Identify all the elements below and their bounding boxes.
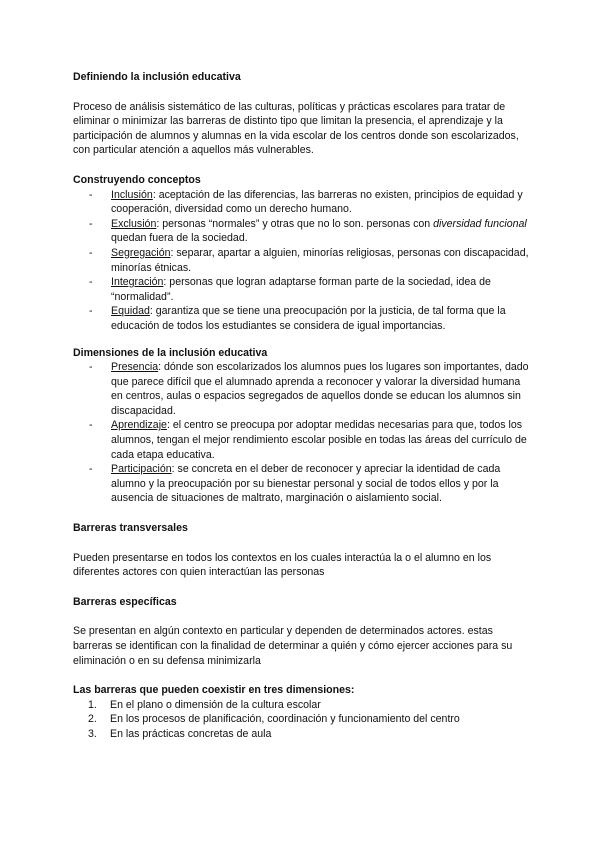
concepts-list [73,188,533,334]
concept-text: : personas que logran adaptarse forman parte de la sociedad, idea de “normalidad”. [111,276,491,303]
dimensions-numbered-list [73,698,533,742]
concept-text: : garantiza que se tiene una preocupación por la justicia, de tal forma que la educación de todos los estudiantes se considera de igual importancias. [111,305,506,332]
concept-text: : personas “normales” y otras que no lo son. personas con [156,217,434,230]
section-title-definiendo: Definiendo la inclusión educativa [73,71,241,83]
list-item [89,304,533,333]
concept-text: : separar, apartar a alguien, minorías religiosas, personas con discapacidad, minorías étnicas. [111,246,529,274]
concept-term: Integración [111,276,164,289]
dimension-text: : se concreta en el deber de reconocer y apreciar la identidad de cada alumno y la preocupación por su bienestar personal y social de todos ellos y por la ausencia de situaciones de maltrato, marginación o aislamiento social. [111,463,501,505]
dimensions-list [73,360,533,506]
list-item [89,462,533,506]
list-item [89,275,533,304]
list-item [89,217,533,246]
dimension-term: Presencia [111,361,159,374]
concept-term: Segregación [111,246,171,259]
concept-italic: diversidad funcional [433,217,527,230]
item-number: 3. [88,727,97,740]
concept-term: Equidad [111,305,150,318]
dash-bullet: - [89,419,93,432]
dash-bullet: - [89,463,93,476]
list-item [89,188,533,217]
item-text: En las prácticas concretas de aula [110,727,272,740]
list-item [88,698,533,713]
concept-text-cont: quedan fuera de la sociedad. [111,232,248,245]
dimension-text: : dónde son escolarizados los alumnos pues los lugares son importantes, dado que parece difícil que el alumnado aprenda a reconocer y valorar la diversidad humana en centros, aulas o espacios segregados de aquellos donde se educan los alumnos sin discapacidad. [111,361,529,417]
especificas-paragraph: Se presentan en algún contexto en particular y dependen de determinados actores. estas barreras se identifican con la finalidad de determinar a quién y cómo ejercer acciones para su eliminación o en su defensa minimizarla [73,625,513,667]
dimension-term: Aprendizaje [111,419,167,432]
section-title-dimensiones: Dimensiones de la inclusión educativa [73,346,268,359]
item-number: 2. [88,713,97,726]
transversales-paragraph: Pueden presentarse en todos los contextos en los cuales interactúa la o el alumno en los diferentes actores con quien interactúan las personas [73,551,492,579]
dimension-term: Participación [111,463,172,476]
list-item [89,360,533,418]
concept-term: Inclusión [111,188,153,201]
concept-term: Exclusión [111,217,157,230]
document-page [73,70,533,742]
definition-paragraph: Proceso de análisis sistemático de las culturas, políticas y prácticas escolares para tratar de eliminar o minimizar las barreras de distinto tipo que limitan la presencia, el aprendizaje y la participación de alumnos y alumnas en la vida escolar de los centros donde son escolarizados, con particular atención a aquellos más vulnerables. [73,100,519,157]
item-number: 1. [88,698,97,711]
dash-bullet: - [89,305,93,318]
item-text: En el plano o dimensión de la cultura escolar [110,698,321,711]
list-item [88,727,533,742]
dash-bullet: - [89,361,93,374]
dimension-text: : el centro se preocupa por adoptar medidas necesarias para que, todos los alumnos, tengan el mejor rendimiento escolar posible en todas las áreas del currículo de cada etapa educativa. [111,419,527,461]
list-item [89,246,533,275]
item-text: En los procesos de planificación, coordinación y funcionamiento del centro [110,713,460,726]
concept-text: : aceptación de las diferencias, las barreras no existen, principios de equidad y cooperación, diversidad como un derecho humano. [111,188,523,216]
section-title-transversales: Barreras transversales [73,522,188,535]
dash-bullet: - [89,188,93,201]
list-item [89,418,533,462]
section-title-coexistir: Las barreras que pueden coexistir en tres dimensiones: [73,684,355,697]
dash-bullet: - [89,217,93,230]
dash-bullet: - [89,246,93,259]
dash-bullet: - [89,276,93,289]
section-title-especificas: Barreras específicas [73,595,177,608]
list-item [88,712,533,727]
section-title-conceptos: Construyendo conceptos [73,173,201,186]
